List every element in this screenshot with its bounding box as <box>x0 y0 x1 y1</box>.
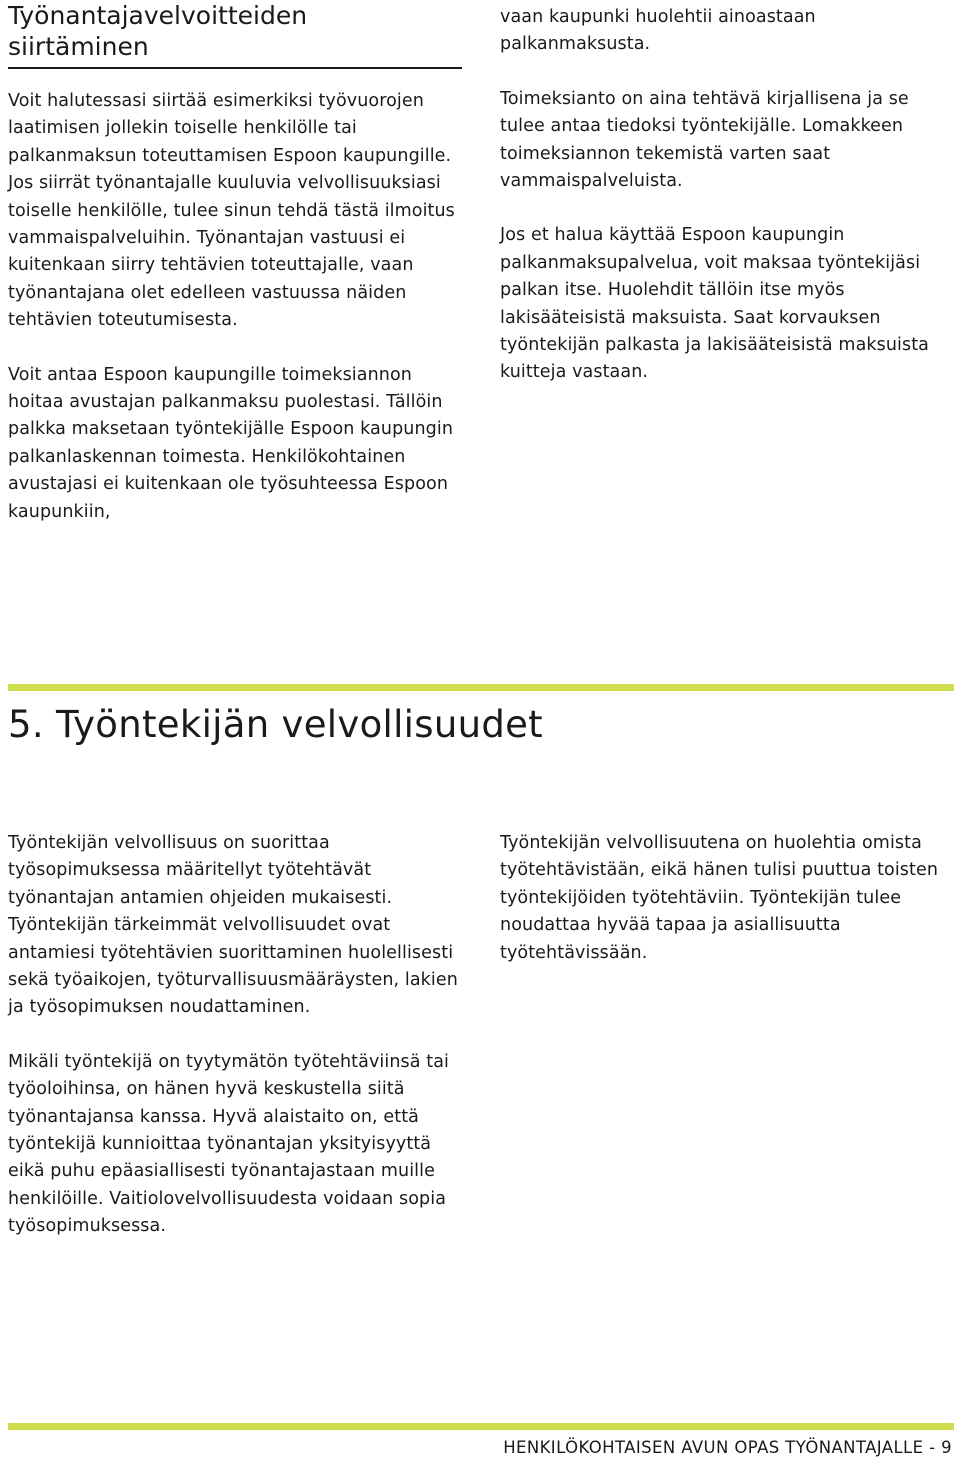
section-title-rule <box>8 67 462 69</box>
section-right-paragraph-3: Jos et halua käyttää Espoon kaupungin palkanmaksupalvelua, voit maksaa työntekijäsi palkan itse. Huolehdit tällöin itse myös lakisääteisistä maksuista. Saat korvauksen työntekijän palkasta ja lakisääteisistä maksuista kuitteja vastaan. <box>500 225 930 383</box>
section-right-paragraph-2: Toimeksianto on aina tehtävä kirjallisena ja se tulee antaa tiedoksi työntekijälle. Lomakkeen toimeksiannon tekemistä varten saat vammaispalveluista. <box>500 88 909 192</box>
section-left-paragraph-2: Voit antaa Espoon kaupungille toimeksiannon hoitaa avustajan palkanmaksu puolestasi. Tällöin palkka maksetaan työntekijälle Espoon kaupungin palkanlaskennan toimesta. Henkilökohtainen avustajasi ei kuitenkaan ole työsuhteessa Espoon kaupunkiin, <box>8 364 454 522</box>
chapter-left-paragraph-1: Työntekijän velvollisuus on suorittaa työsopimuksessa määritellyt työtehtävät työnantajan antamien ohjeiden mukaisesti. Työntekijän tärkeimmät velvollisuudet ovat antamiesi työtehtävien suorittaminen huolellisesti sekä työaikojen, työturvallisuusmääräysten, lakien ja työsopimuksen noudattaminen. <box>8 833 458 1018</box>
section-left-paragraph-1: Voit halutessasi siirtää esimerkiksi työvuorojen laatimisen jollekin toiselle henkilölle tai palkanmaksun toteuttamisen Espoon kaupungille. Jos siirrät työnantajalle kuuluvia velvollisuuksiasi toiselle henkilölle, tulee sinun tehdä tästä ilmoitus vammaispalveluihin. Työnantajan vastuusi ei kuitenkaan siirry tehtävien toteuttajalle, vaan työnantajana olet edelleen vastuussa näiden tehtävien toteutumisesta. <box>8 91 455 331</box>
section-title-line1: Työnantajavelvoitteiden <box>8 1 308 30</box>
section-heading <box>8 0 468 62</box>
chapter-heading <box>8 703 908 747</box>
chapter-right-column <box>500 830 955 967</box>
footer-page-label: HENKILÖKOHTAISEN AVUN OPAS TYÖNANTAJALLE - 9 <box>503 1438 952 1457</box>
chapter-left-paragraph-2: Mikäli työntekijä on tyytymätön työtehtäviinsä tai työoloihinsa, on hänen hyvä keskustella siitä työnantajansa kanssa. Hyvä alaistaito on, että työntekijä kunnioittaa työnantajan yksityisyyttä eikä puhu epäasiallisesti työnantajastaan muille henkilöille. Vaitiolovelvollisuudesta voidaan sopia työsopimuksessa. <box>8 1051 449 1237</box>
chapter-accent-rule <box>8 684 954 691</box>
chapter-left-column <box>8 830 468 1241</box>
chapter-title: 5. Työntekijän velvollisuudet <box>8 703 543 746</box>
section-right-paragraph-1: vaan kaupunki huolehtii ainoastaan palkanmaksusta. <box>500 7 816 55</box>
chapter-right-paragraph-1: Työntekijän velvollisuutena on huolehtia omista työtehtävistään, eikä hänen tulisi puuttua toisten työntekijöiden työtehtäviin. Työntekijän tulee noudattaa hyvää tapaa ja asiallisuutta työtehtävissään. <box>500 833 939 963</box>
section-title-line2: siirtäminen <box>8 32 149 61</box>
footer-accent-rule <box>8 1423 954 1430</box>
section-left-column <box>8 88 468 526</box>
section-right-column <box>500 4 955 387</box>
